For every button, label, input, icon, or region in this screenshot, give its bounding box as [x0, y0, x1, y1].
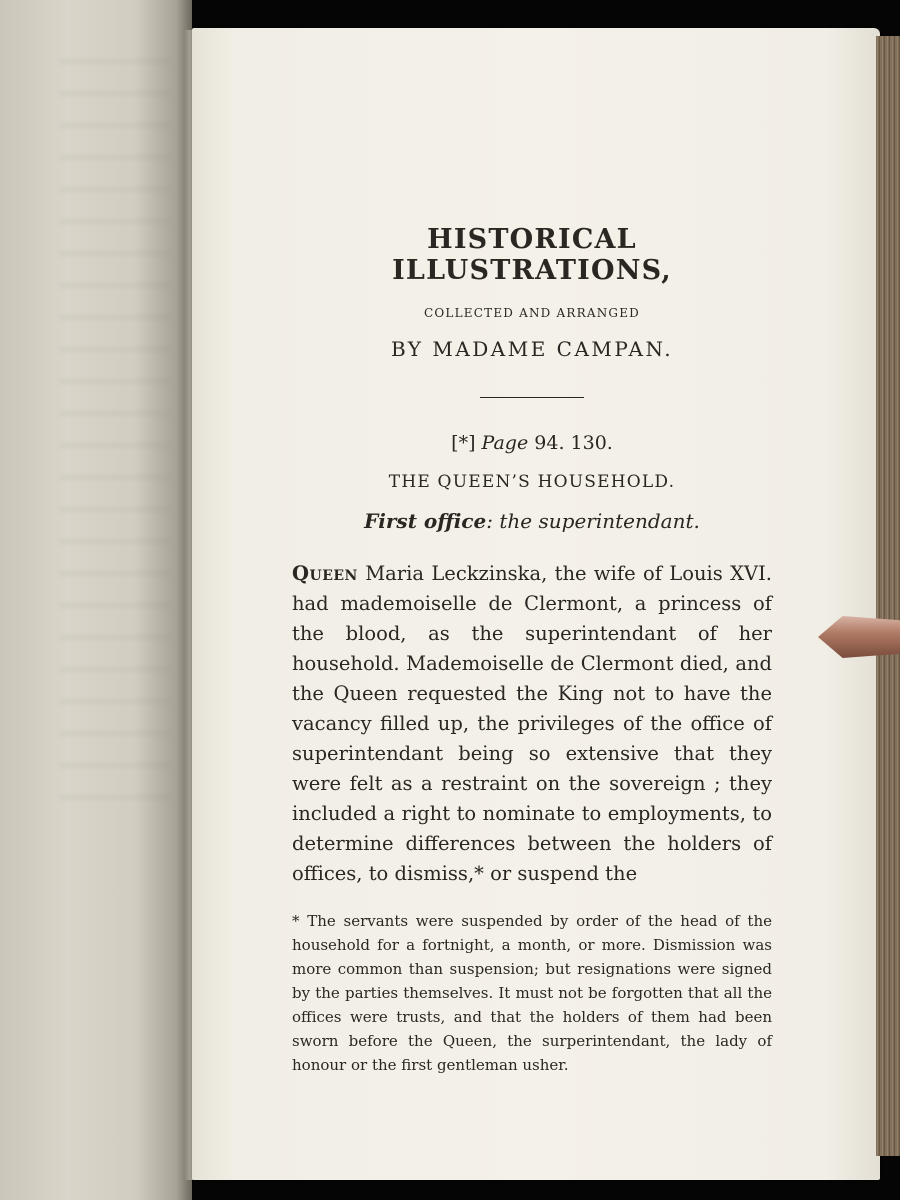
left-page: [0, 0, 192, 1200]
office-separator: :: [486, 509, 494, 533]
body-paragraph: [292, 559, 772, 889]
page-reference: [292, 432, 772, 454]
page-title: HISTORICAL ILLUSTRATIONS,: [392, 224, 672, 286]
office-line: [292, 509, 772, 533]
office-role: the superintendant.: [499, 509, 700, 533]
body-lead-word: Queen: [292, 562, 358, 585]
section-heading: THE QUEEN’S HOUSEHOLD.: [388, 472, 676, 492]
left-page-show-through: [60, 60, 170, 820]
footnote: * The servants were suspended by order of the head of the household for a fortnight, a month, or more. Dismission was more common than suspension; but resignations were signed by the parties themselves. It must not be forgotten that all the offices were trusts, and that the holders of them had been sworn before the Queen, the surperintendant, the lady of honour or the first gentleman usher.: [292, 912, 772, 1074]
page-fore-edge: [876, 36, 900, 1156]
page-content: [292, 224, 772, 1092]
author-byline: BY MADAME CAMPAN.: [390, 337, 674, 361]
reference-page-label: Page: [481, 432, 529, 454]
reference-mark: [*]: [451, 432, 476, 454]
body-text: Maria Leckzinska, the wife of Louis XVI. had mademoiselle de Clermont, a princess of the blood, as the superintendant of her household. Mademoiselle de Clermont died, and the Queen requested the King not to have the vacancy filled up, the privileges of the office of superintendant being so extensive that they were felt as a restraint on the sovereign ; they included a right to nominate to employments, to determine differences between the holders of offices, to dismiss,* or suspend the: [292, 562, 772, 885]
page-subtitle: COLLECTED AND ARRANGED: [424, 306, 640, 320]
office-label: First office: [364, 509, 487, 533]
reference-page-numbers: 94. 130.: [534, 432, 613, 454]
title-rule: [480, 397, 584, 398]
